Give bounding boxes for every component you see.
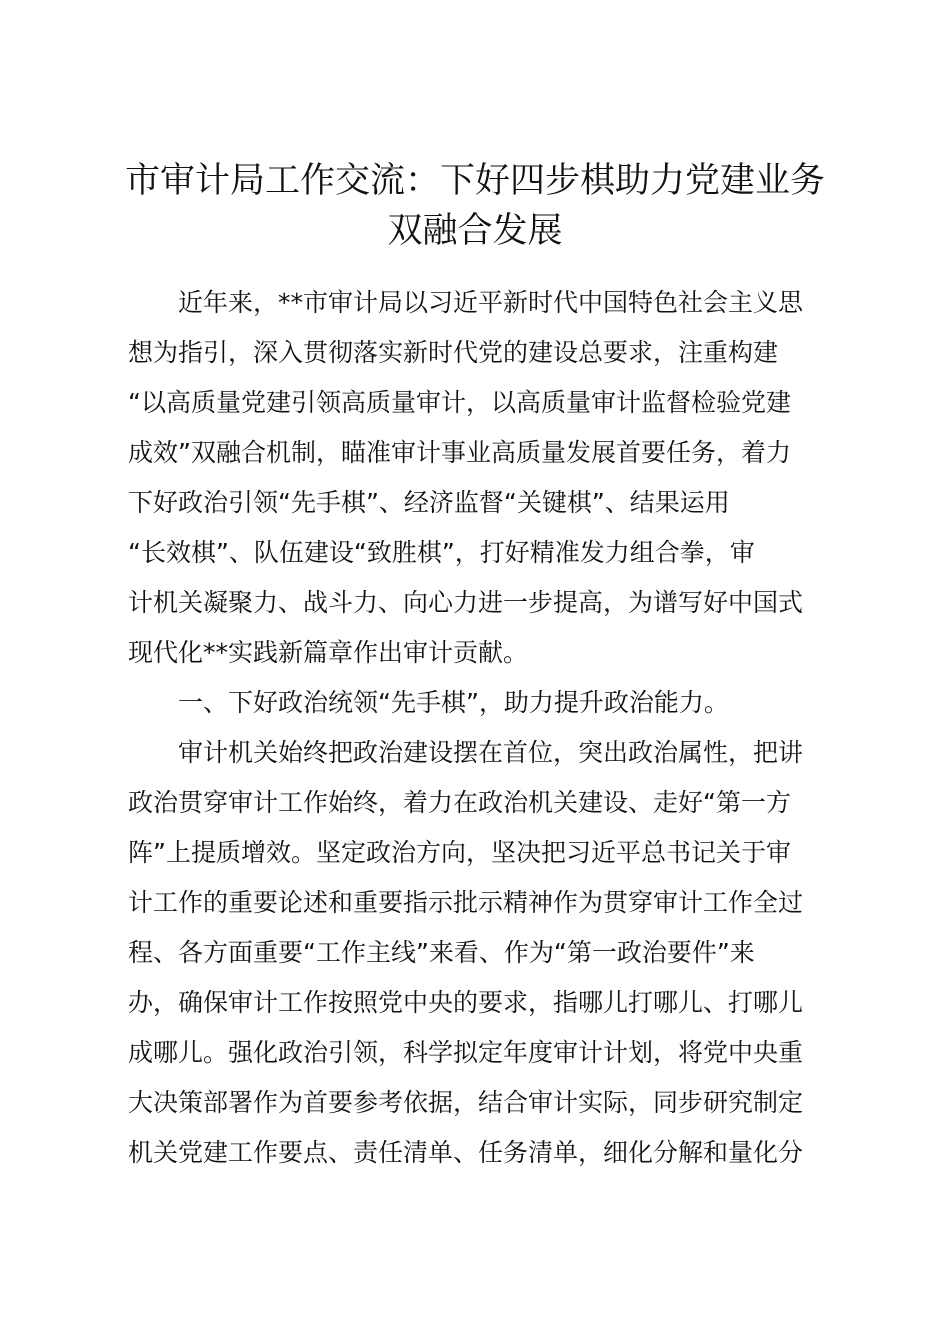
paragraph-2-line: 机关党建工作要点、责任清单、任务清单，细化分解和量化分 <box>128 1138 804 1167</box>
paragraph-1-line: 近年来，**市审计局以习近平新时代中国特色社会主义思 <box>178 288 804 317</box>
paragraph-2-line: 阵”上提质增效。坚定政治方向，坚决把习近平总书记关于审 <box>128 838 791 867</box>
paragraph-2-line: 计工作的重要论述和重要指示批示精神作为贯穿审计工作全过 <box>128 888 804 917</box>
paragraph-2-line: 审计机关始终把政治建设摆在首位，突出政治属性，把讲 <box>178 738 804 767</box>
paragraph-2-line: 成哪儿。强化政治引领，科学拟定年度审计计划，将党中央重 <box>128 1038 804 1067</box>
paragraph-2-line: 政治贯穿审计工作始终，着力在政治机关建设、走好“第一方 <box>128 788 791 817</box>
paragraph-2-line: 程、各方面重要“工作主线”来看、作为“第一政治要件”来 <box>128 938 755 967</box>
paragraph-1-line: 成效”双融合机制，瞄准审计事业高质量发展首要任务，着力 <box>128 438 791 467</box>
paragraph-1-line: 想为指引，深入贯彻落实新时代党的建设总要求，注重构建 <box>128 338 779 367</box>
paragraph-1-line: 计机关凝聚力、战斗力、向心力进一步提高，为谱写好中国式 <box>128 588 804 617</box>
paragraph-1-line: 现代化**实践新篇章作出审计贡献。 <box>128 638 529 667</box>
document-body <box>128 278 838 1178</box>
paragraph-1-line: “长效棋”、队伍建设“致胜棋”，打好精准发力组合拳，审 <box>128 538 755 567</box>
document-title-line-1: 市审计局工作交流：下好四步棋助力党建业务 <box>124 161 825 201</box>
paragraph-1-line: “以高质量党建引领高质量审计，以高质量审计监督检验党建 <box>128 388 791 417</box>
section-heading-1: 一、下好政治统领“先手棋”，助力提升政治能力。 <box>178 688 729 717</box>
paragraph-1-line: 下好政治引领“先手棋”、经济监督“关键棋”、结果运用 <box>128 488 730 517</box>
paragraph-2-line: 办，确保审计工作按照党中央的要求，指哪儿打哪儿、打哪儿 <box>128 988 804 1017</box>
paragraph-2-line: 大决策部署作为首要参考依据，结合审计实际，同步研究制定 <box>128 1088 804 1117</box>
document-title-line-2: 双融合发展 <box>387 211 563 251</box>
